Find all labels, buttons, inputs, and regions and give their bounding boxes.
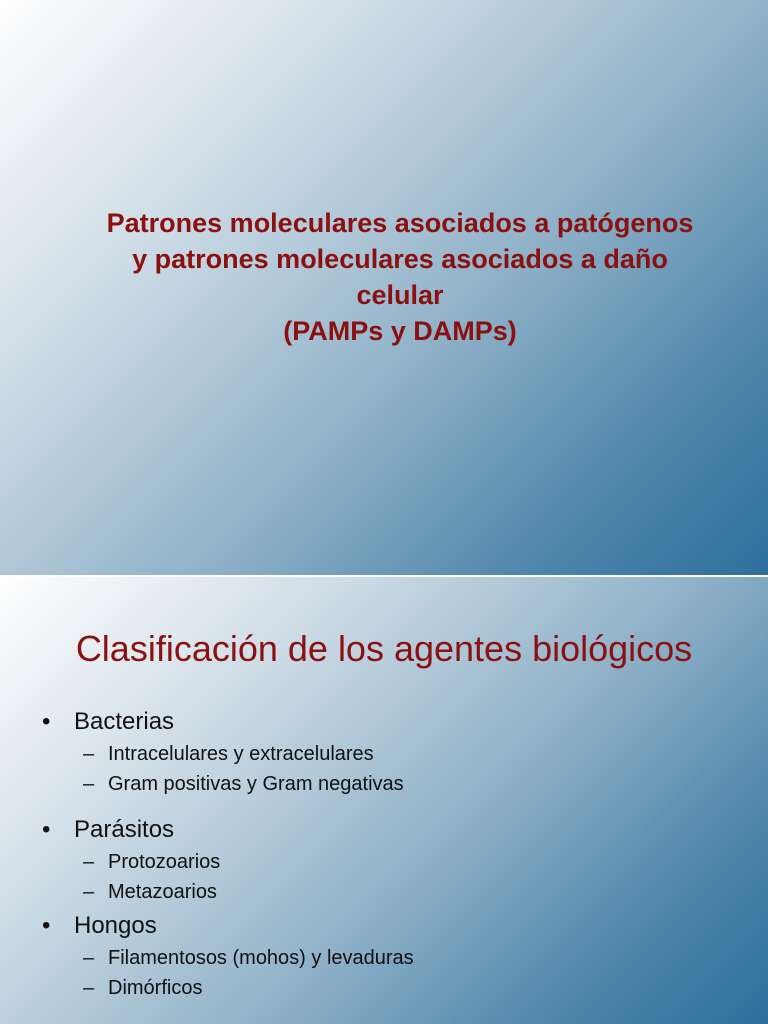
slide-1-title-line: Patrones moleculares asociados a patógenos bbox=[106, 208, 694, 238]
dash-icon: – bbox=[83, 881, 95, 903]
bullet-item-bacterias bbox=[42, 705, 742, 799]
dash-icon: – bbox=[83, 773, 95, 795]
bullet-icon: • bbox=[42, 816, 51, 843]
sub-item bbox=[83, 973, 742, 1003]
sub-item-label: Filamentosos (mohos) y levaduras bbox=[108, 947, 414, 969]
bullet-list bbox=[42, 705, 742, 1003]
bullet-icon: • bbox=[42, 912, 51, 939]
bullet-line bbox=[42, 909, 742, 943]
sub-list bbox=[42, 847, 742, 907]
sub-item-label: Dimórficos bbox=[108, 977, 203, 999]
slide-2 bbox=[0, 577, 768, 1024]
bullet-item-hongos bbox=[42, 909, 742, 1003]
dash-icon: – bbox=[83, 947, 95, 969]
sub-item-label: Gram positivas y Gram negativas bbox=[108, 773, 404, 795]
sub-item-label: Intracelulares y extracelulares bbox=[108, 743, 374, 765]
sub-list bbox=[42, 943, 742, 1003]
bullet-label: Bacterias bbox=[74, 708, 175, 735]
bullet-item-parasitos bbox=[42, 813, 742, 907]
dash-icon: – bbox=[83, 743, 95, 765]
sub-item bbox=[83, 877, 742, 907]
bullet-label: Hongos bbox=[74, 912, 157, 939]
slide-1-title-line: y patrones moleculares asociados a daño bbox=[132, 244, 668, 274]
slide-1-title-line: celular bbox=[356, 280, 444, 310]
sub-item-label: Protozoarios bbox=[108, 851, 221, 873]
sub-item bbox=[83, 943, 742, 973]
sub-item-label: Metazoarios bbox=[108, 881, 217, 903]
slide-2-title: Clasificación de los agentes biológicos bbox=[75, 628, 693, 669]
sub-item bbox=[83, 847, 742, 877]
dash-icon: – bbox=[83, 851, 95, 873]
bullet-label: Parásitos bbox=[74, 816, 175, 843]
slide-1-title bbox=[40, 205, 760, 349]
sub-list bbox=[42, 739, 742, 799]
slide-1-title-line: (PAMPs y DAMPs) bbox=[283, 316, 517, 346]
dash-icon: – bbox=[83, 977, 95, 999]
bullet-icon: • bbox=[42, 708, 51, 735]
sub-item bbox=[83, 769, 742, 799]
sub-item bbox=[83, 739, 742, 769]
bullet-line bbox=[42, 813, 742, 847]
bullet-line bbox=[42, 705, 742, 739]
